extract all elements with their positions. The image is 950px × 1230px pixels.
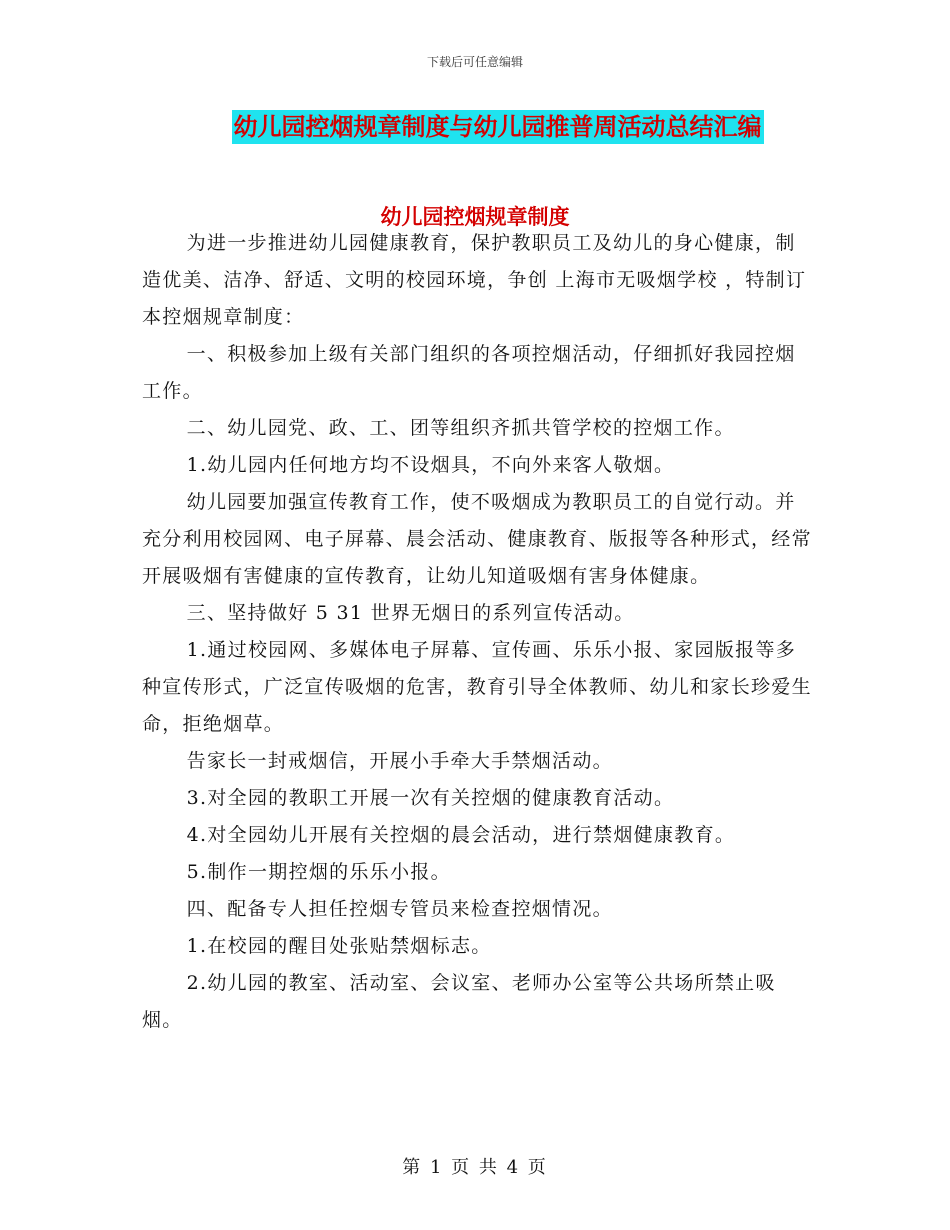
document-title: 幼儿园控烟规章制度与幼儿园推普周活动总结汇编 [232,110,764,144]
paragraph: 1.通过校园网、多媒体电子屏幕、宣传画、乐乐小报、家园版报等多种宣传形式，广泛宣传吸烟的危害，教育引导全体教师、幼儿和家长珍爱生命，拒绝烟草。 [142,639,812,735]
header-note: 下载后可任意编辑 [426,55,523,69]
paragraph: 5.制作一期控烟的乐乐小报。 [186,861,451,883]
paragraph: 三、坚持做好 5 31 世界无烟日的系列宣传活动。 [186,602,635,624]
paragraph: 一、积极参加上级有关部门组织的各项控烟活动，仔细抓好我园控烟工作。 [142,343,796,402]
paragraph: 1.在校园的醒目处张贴禁烟标志。 [186,935,492,957]
page-footer: 第 1 页 共 4 页 [402,1157,548,1178]
paragraph: 告家长一封戒烟信，开展小手牵大手禁烟活动。 [186,750,613,772]
paragraph: 4.对全园幼儿开展有关控烟的晨会活动，进行禁烟健康教育。 [186,824,736,846]
paragraph: 3.对全园的教职工开展一次有关控烟的健康教育活动。 [186,787,675,809]
paragraph: 为进一步推进幼儿园健康教育，保护教职员工及幼儿的身心健康，制造优美、洁净、舒适、文明的校园环境，争创 上海市无吸烟学校 ，特制订本控烟规章制度： [142,232,807,328]
main-title-container [0,110,950,144]
section-title: 幼儿园控烟规章制度 [380,205,570,229]
paragraph: 1.幼儿园内任何地方均不设烟具，不向外来客人敬烟。 [186,454,675,476]
paragraph: 2.幼儿园的教室、活动室、会议室、老师办公室等公共场所禁止吸烟。 [142,972,776,1031]
document-body [142,225,814,1039]
paragraph: 四、配备专人担任控烟专管员来检查控烟情况。 [186,898,613,920]
paragraph: 幼儿园要加强宣传教育工作，使不吸烟成为教职员工的自觉行动。并充分利用校园网、电子屏幕、晨会活动、健康教育、版报等各种形式，经常开展吸烟有害健康的宣传教育，让幼儿知道吸烟有害身体健康。 [142,491,812,587]
paragraph: 二、幼儿园党、政、工、团等组织齐抓共管学校的控烟工作。 [186,417,735,439]
